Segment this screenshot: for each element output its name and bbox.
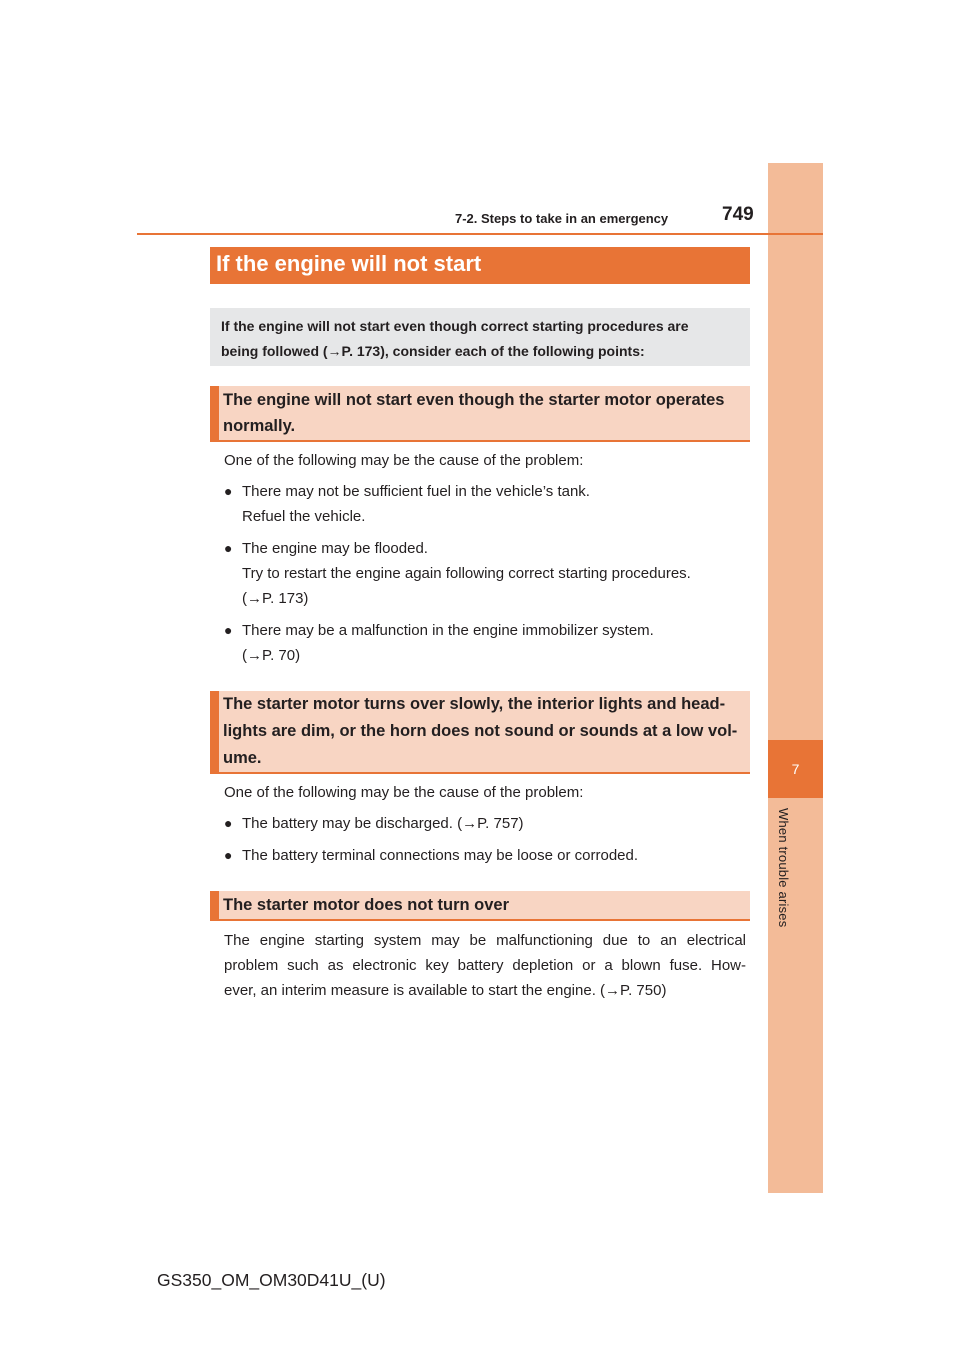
list-item-line: There may not be sufficient fuel in the vehicle’s tank. <box>242 483 590 500</box>
section-lead: One of the following may be the cause of the problem: <box>224 784 584 801</box>
intro-link-text[interactable]: being followed (→P. 173), consider each of the following points: <box>221 343 645 359</box>
list-item-line: There may be a malfunction in the engine immobilizer system. <box>242 622 654 639</box>
section-lead: One of the following may be the cause of the problem: <box>224 452 584 469</box>
intro-line: If the engine will not start even though correct starting procedures are <box>221 318 689 334</box>
list-item <box>224 811 746 836</box>
subheading-starter-no-turn <box>210 891 750 921</box>
subheading-starter-slow <box>210 691 750 774</box>
bullet-icon: ● <box>224 847 233 863</box>
subheading-starter-normal <box>210 386 750 442</box>
chapter-label: When trouble arises <box>776 808 791 928</box>
page-reference-link[interactable]: (→P. 173) <box>242 590 309 607</box>
subheading-line: ume. <box>223 749 262 767</box>
list-item-line: Refuel the vehicle. <box>242 508 366 525</box>
page-reference-link[interactable]: (→P. 70) <box>242 647 301 664</box>
chapter-side-tab <box>768 163 823 1193</box>
subheading-line: The starter motor turns over slowly, the interior lights and head- <box>223 695 726 713</box>
bullet-icon: ● <box>224 815 233 831</box>
subheading-line: The starter motor does not turn over <box>223 896 510 914</box>
list-item <box>224 536 746 611</box>
header-section-title: 7-2. Steps to take in an emergency <box>455 211 669 226</box>
subheading-line: lights are dim, or the horn does not sound or sounds at a low vol- <box>223 722 738 740</box>
list-item-line[interactable]: The battery may be discharged. (→P. 757) <box>242 815 524 832</box>
subheading-line: The engine will not start even though the starter motor operates <box>223 391 725 409</box>
intro-box <box>210 308 750 366</box>
body-line-with-reference[interactable]: ever, an interim measure is available to start the engine. (→P. 750) <box>224 982 667 999</box>
intro-line <box>221 339 742 364</box>
page-number: 749 <box>722 204 754 225</box>
body-line: problem such as electronic key battery depletion or a blown fuse. How- <box>224 957 746 974</box>
list-item <box>224 618 746 668</box>
section-body <box>224 928 746 1003</box>
bullet-icon: ● <box>224 483 233 499</box>
list-item-line: The battery terminal connections may be loose or corroded. <box>242 847 639 864</box>
page-title: If the engine will not start <box>216 251 482 276</box>
document-code-footer: GS350_OM_OM30D41U_(U) <box>157 1270 386 1290</box>
chapter-number-tab[interactable] <box>768 740 823 798</box>
subheading-line: normally. <box>223 417 296 435</box>
header-rule <box>137 233 823 235</box>
list-item <box>224 479 746 529</box>
list-item <box>224 843 746 868</box>
list-item-line: The engine may be flooded. <box>242 540 428 557</box>
page-title-bar <box>210 247 750 284</box>
bullet-icon: ● <box>224 540 233 556</box>
list-item-line: Try to restart the engine again following correct starting procedures. <box>242 565 691 582</box>
chapter-number: 7 <box>791 761 800 777</box>
body-line: The engine starting system may be malfunctioning due to an electrical <box>224 932 746 949</box>
bullet-icon: ● <box>224 622 233 638</box>
